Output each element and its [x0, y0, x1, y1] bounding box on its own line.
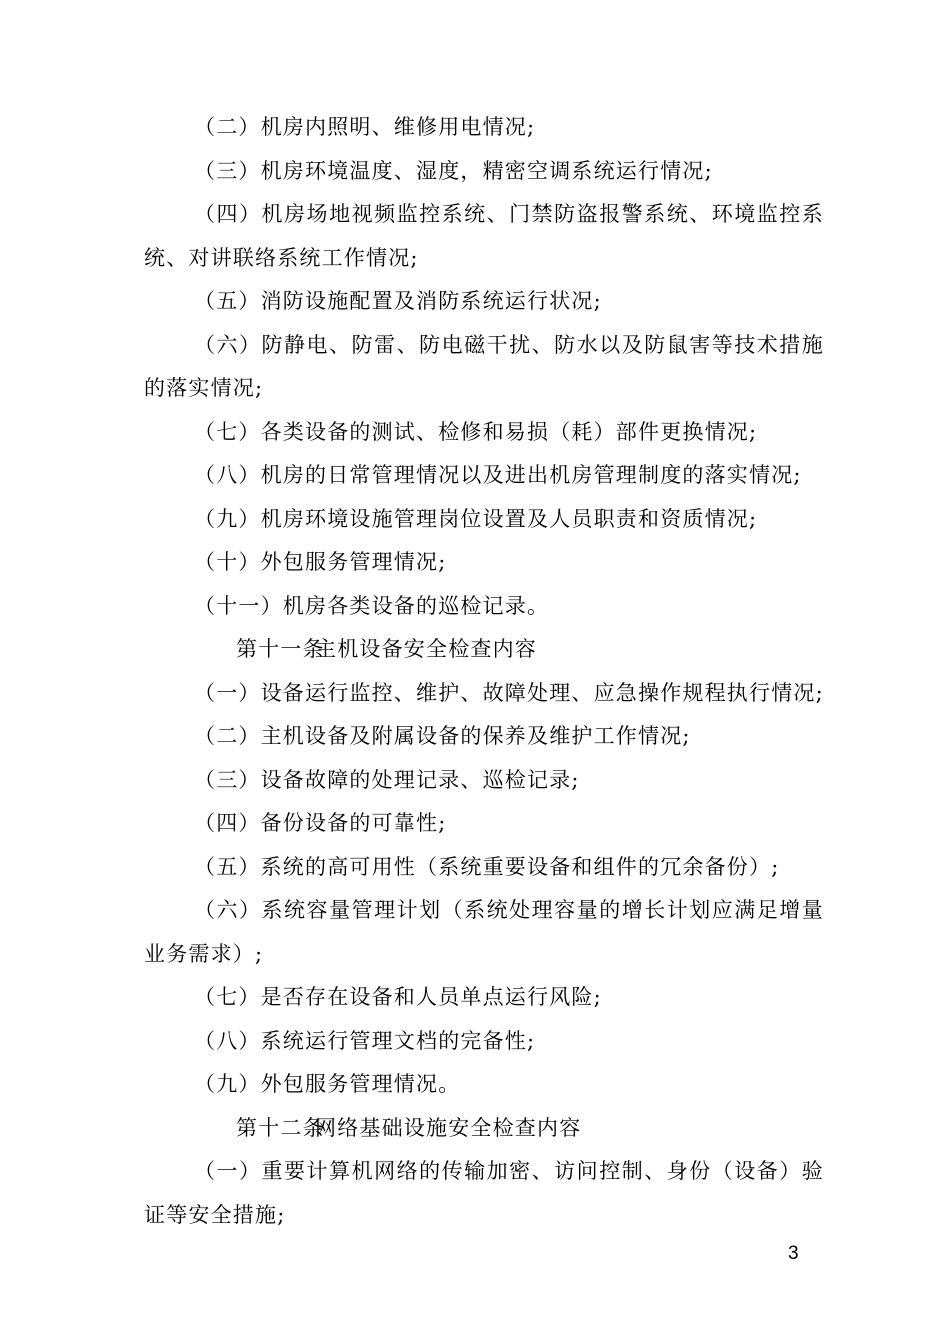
article-number: 第十二条	[236, 1115, 325, 1140]
document-body	[144, 106, 824, 1237]
list-item: （八）机房的日常管理情况以及进出机房管理制度的落实情况;	[194, 463, 802, 487]
list-item: （九）机房环境设施管理岗位设置及人员职责和资质情况;	[194, 506, 758, 531]
list-item: （一）设备运行监控、维护、故障处理、应急操作规程执行情况;	[194, 680, 824, 705]
article-number: 第十一条	[236, 637, 325, 661]
list-item: （六）系统容量管理计划（系统处理容量的增长计划应满足增量业务需求）;	[144, 898, 824, 966]
list-item: （二）主机设备及附属设备的保养及维护工作情况;	[194, 724, 691, 748]
list-item: （七）各类设备的测试、检修和易损（耗）部件更换情况;	[194, 419, 758, 444]
list-item: （六）防静电、防雷、防电磁干扰、防水以及防鼠害等技术措施的落实情况;	[144, 332, 824, 400]
page-number: 3	[788, 1243, 799, 1264]
list-item: （七）是否存在设备和人员单点运行风险;	[194, 985, 602, 1009]
list-item: （四）备份设备的可靠性;	[194, 811, 447, 835]
article-title: 网络基础设施安全检查内容	[315, 1115, 582, 1140]
list-item: （十一）机房各类设备的巡检记录。	[194, 593, 550, 618]
article-heading-12	[144, 1107, 824, 1151]
list-item: （一）重要计算机网络的传输加密、访问控制、身份（设备）验证等安全措施;	[144, 1159, 824, 1227]
list-item: （九）外包服务管理情况。	[194, 1072, 461, 1096]
list-item: （八）系统运行管理文档的完备性;	[194, 1028, 536, 1053]
list-item: （三）设备故障的处理记录、巡检记录;	[194, 767, 580, 792]
list-item: （五）消防设施配置及消防系统运行状况;	[194, 289, 602, 313]
article-title: 主机设备安全检查内容	[315, 637, 537, 661]
list-item: （十）外包服务管理情况;	[194, 550, 447, 574]
list-item: （四）机房场地视频监控系统、门禁防盗报警系统、环境监控系统、对讲联络系统工作情况;	[144, 202, 824, 270]
list-item: （五）系统的高可用性（系统重要设备和组件的冗余备份）;	[194, 854, 780, 879]
article-heading-11	[144, 628, 824, 672]
list-item: （三）机房环境温度、湿度，精密空调系统运行情况;	[194, 158, 713, 183]
list-item: （二）机房内照明、维修用电情况;	[194, 115, 536, 139]
